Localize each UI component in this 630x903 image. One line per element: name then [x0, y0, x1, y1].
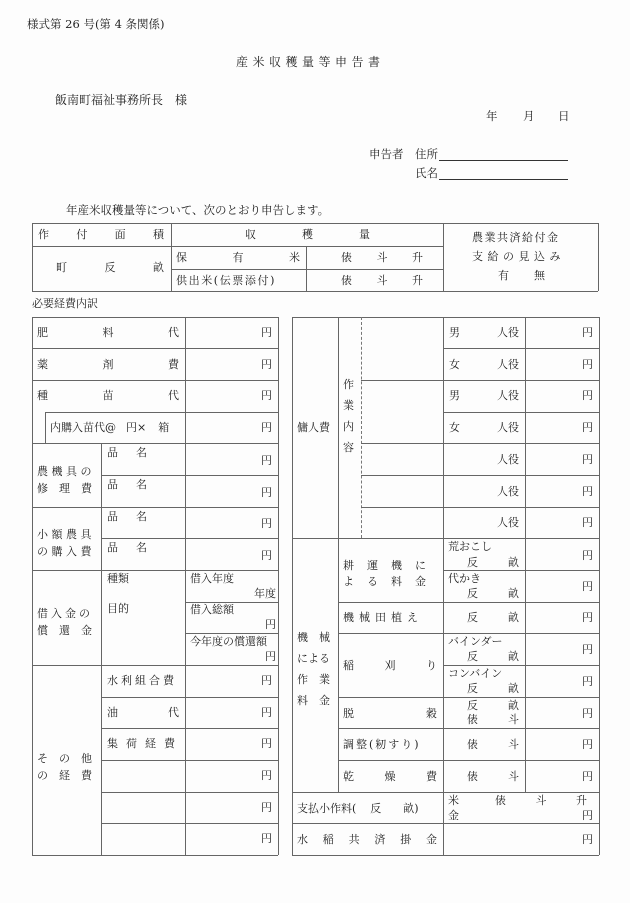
date-month: 月 — [523, 109, 535, 123]
labor-4-amount[interactable]: 円 — [582, 485, 593, 498]
insurance-label-1: 農業共済給付金 — [472, 231, 560, 244]
insurance-premium-amount[interactable]: 円 — [582, 833, 593, 846]
other-expenses-label: そ の 他 の 経 費 — [37, 752, 92, 782]
threshing-label: 脱 穀 — [343, 707, 437, 720]
labor-female-2-amount[interactable]: 円 — [582, 421, 593, 434]
chemicals-amount[interactable]: 円 — [261, 358, 272, 371]
fuel-amount[interactable]: 円 — [261, 706, 272, 719]
insurance-no[interactable]: 無 — [534, 269, 545, 282]
loan-this-year-amount[interactable]: 円 — [265, 650, 276, 663]
combine-amount[interactable]: 円 — [582, 675, 593, 688]
loan-repayment-label: 借入金の 償 還 金 — [37, 607, 93, 637]
shipping-amount[interactable]: 円 — [261, 737, 272, 750]
area-units[interactable]: 町 反 畝 — [56, 261, 164, 274]
machine-work-label: 機 械 による 作 業 料 金 — [297, 631, 330, 707]
labor-days-4[interactable]: 人役 — [497, 485, 519, 498]
labor-5-amount[interactable]: 円 — [582, 516, 593, 529]
kept-rice-label: 保 有 米 — [176, 251, 300, 264]
addressee: 飯南町福祉事務所長 様 — [55, 93, 188, 107]
date-year: 年 — [486, 109, 498, 123]
machine-repair-amount-1[interactable]: 円 — [261, 454, 272, 467]
labor-male-2[interactable]: 男 人役 — [449, 389, 519, 402]
machine-repair-label: 農機具の 修 理 費 — [37, 465, 95, 495]
combine-label: コンバイン — [448, 667, 503, 680]
tenant-rice-units[interactable]: 俵 斗 升 — [495, 794, 587, 807]
hulling-label: 調整(籾すり) — [343, 738, 421, 751]
threshing-bales[interactable]: 俵 斗 — [467, 713, 519, 726]
machine-repair-amount-2[interactable]: 円 — [261, 486, 272, 499]
name-label: 氏名 — [415, 166, 438, 180]
small-tools-amount-1[interactable]: 円 — [261, 517, 272, 530]
transplanting-amount[interactable]: 円 — [582, 611, 593, 624]
fertilizer-amount[interactable]: 円 — [261, 326, 272, 339]
tenant-money-amount[interactable]: 円 — [582, 809, 593, 822]
work-content-label: 作 業 内 容 — [343, 378, 354, 454]
fuel-label: 油 代 — [107, 706, 179, 719]
transplanting-label: 機械田植え — [343, 611, 423, 624]
labor-3-amount[interactable]: 円 — [582, 453, 593, 466]
chemicals-label: 薬 剤 費 — [37, 358, 179, 371]
insurance-label-2: 支給の見込み — [472, 250, 565, 263]
tenant-rice-label: 米 — [448, 794, 459, 807]
loan-total-amount[interactable]: 円 — [265, 618, 276, 631]
page-title: 産米収穫量等申告書 — [236, 55, 385, 69]
item-name-3[interactable]: 品 名 — [107, 510, 147, 523]
loan-year-value[interactable]: 年度 — [254, 587, 276, 600]
plowing-amount[interactable]: 円 — [582, 549, 593, 562]
drying-label: 乾 燥 費 — [343, 770, 437, 783]
purchased-seedlings-label: 内購入苗代@ 円× 箱 — [50, 421, 170, 434]
hulling-amount[interactable]: 円 — [582, 738, 593, 751]
shipping-label: 集荷経費 — [107, 737, 183, 750]
tiller-label: 耕 運 機 に よ る 料 金 — [343, 559, 427, 588]
labor-male-1-amount[interactable]: 円 — [582, 326, 593, 339]
loan-year-label: 借入年度 — [190, 572, 234, 585]
harvest-header: 収 穫 量 — [245, 228, 370, 241]
tenant-fee-label[interactable]: 支払小作料( 反 畝) — [297, 802, 419, 815]
delivered-rice-units[interactable]: 俵 斗 升 — [341, 274, 423, 287]
reaping-label: 稲 刈 り — [343, 659, 437, 672]
applicant-label: 申告者 — [369, 147, 404, 161]
item-name-2[interactable]: 品 名 — [107, 478, 147, 491]
fertilizer-label: 肥 料 代 — [37, 326, 179, 339]
hulling-bales[interactable]: 俵 斗 — [467, 738, 519, 751]
water-union-amount[interactable]: 円 — [261, 674, 272, 687]
intro-text: 年産米収穫量等について、次のとおり申告します。 — [66, 203, 330, 217]
seedlings-label: 種 苗 代 — [37, 389, 179, 402]
item-name-1[interactable]: 品 名 — [107, 446, 147, 459]
binder-label: バインダー — [448, 635, 503, 648]
threshing-amount[interactable]: 円 — [582, 707, 593, 720]
puddling-amount[interactable]: 円 — [582, 580, 593, 593]
labor-male-1[interactable]: 男 人役 — [449, 326, 519, 339]
small-tools-amount-2[interactable]: 円 — [261, 549, 272, 562]
labor-days-3[interactable]: 人役 — [497, 453, 519, 466]
binder-area[interactable]: 反 畝 — [467, 650, 519, 663]
plowing-area[interactable]: 反 畝 — [467, 556, 519, 569]
kept-rice-units[interactable]: 俵 斗 升 — [341, 251, 423, 264]
small-tools-label: 小額農具 の購入費 — [37, 528, 95, 558]
labor-female-1[interactable]: 女 人役 — [449, 358, 519, 371]
seedlings-amount[interactable]: 円 — [261, 389, 272, 402]
insurance-premium-label: 水 稲 共 済 掛 金 — [297, 833, 437, 846]
threshing-area[interactable]: 反 畝 — [467, 699, 519, 712]
expenses-label: 必要経費内訳 — [32, 297, 98, 310]
item-name-4[interactable]: 品 名 — [107, 541, 147, 554]
other-amount-3[interactable]: 円 — [261, 832, 272, 845]
puddling-label: 代かき — [448, 572, 481, 585]
puddling-area[interactable]: 反 畝 — [467, 587, 519, 600]
labor-label: 傭人費 — [297, 421, 330, 434]
labor-female-2[interactable]: 女 人役 — [449, 421, 519, 434]
labor-male-2-amount[interactable]: 円 — [582, 389, 593, 402]
labor-days-5[interactable]: 人役 — [497, 516, 519, 529]
purchased-seedlings-amount[interactable]: 円 — [261, 421, 272, 434]
plowing-label: 荒おこし — [448, 540, 492, 553]
loan-purpose-label[interactable]: 目的 — [107, 602, 129, 615]
loan-this-year-label: 今年度の償還額 — [190, 635, 267, 648]
delivered-rice-label: 供出米(伝票添付) — [176, 274, 276, 287]
insurance-yes[interactable]: 有 — [498, 269, 509, 282]
address-field[interactable] — [439, 160, 568, 161]
loan-total-label: 借入総額 — [190, 603, 234, 616]
other-amount-2[interactable]: 円 — [261, 801, 272, 814]
area-header: 作 付 面 積 — [38, 228, 164, 241]
tenant-money-label: 金 — [448, 809, 459, 822]
combine-area[interactable]: 反 畝 — [467, 682, 519, 695]
binder-amount[interactable]: 円 — [582, 643, 593, 656]
drying-bales[interactable]: 俵 斗 — [467, 770, 519, 783]
water-union-label: 水利組合費 — [107, 674, 177, 687]
address-label: 住所 — [415, 147, 438, 161]
transplanting-area[interactable]: 反 畝 — [467, 611, 519, 624]
labor-female-1-amount[interactable]: 円 — [582, 358, 593, 371]
other-amount-1[interactable]: 円 — [261, 769, 272, 782]
drying-amount[interactable]: 円 — [582, 770, 593, 783]
name-field[interactable] — [439, 179, 568, 180]
form-number: 様式第 26 号(第 4 条関係) — [27, 17, 165, 31]
date-day: 日 — [558, 109, 570, 123]
loan-type-label[interactable]: 種類 — [107, 572, 129, 585]
